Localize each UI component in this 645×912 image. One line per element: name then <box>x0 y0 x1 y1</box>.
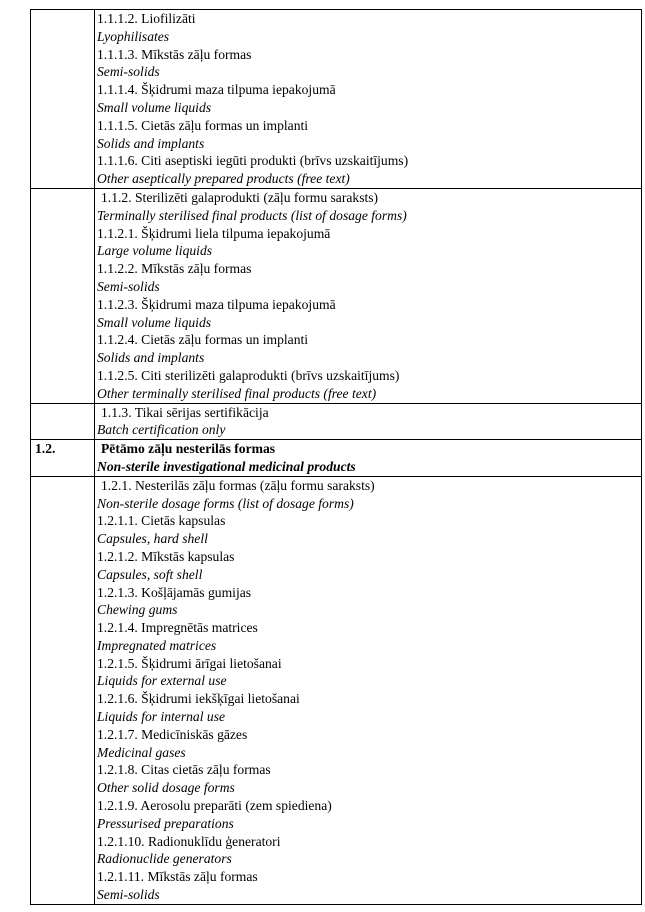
english-translation: Radionuclide generators <box>97 851 232 867</box>
english-translation: Liquids for external use <box>97 673 227 689</box>
latvian-text: 1.1.2. Sterilizēti galaprodukti (zāļu formu saraksts) <box>101 189 379 205</box>
content-cell <box>95 188 642 403</box>
english-translation: Impregnated matrices <box>97 637 217 653</box>
latvian-text: 1.2.1. Nesterilās zāļu formas (zāļu formu saraksts) <box>101 477 375 493</box>
english-translation: Other terminally sterilised final products (free text) <box>97 385 377 401</box>
english-translation: Chewing gums <box>97 602 178 618</box>
latvian-text: 1.1.2.4. Cietās zāļu formas un implanti <box>97 332 309 348</box>
latvian-text: 1.2.1.7. Medicīniskās gāzes <box>97 726 248 742</box>
english-translation: Terminally sterilised final products (list of dosage forms) <box>97 207 407 223</box>
latvian-text: 1.1.1.3. Mīkstās zāļu formas <box>97 46 252 62</box>
latvian-text: 1.2.1.9. Aerosolu preparāti (zem spiediena) <box>97 798 332 814</box>
english-translation: Large volume liquids <box>97 243 213 259</box>
english-translation: Batch certification only <box>97 422 226 438</box>
latvian-text: 1.1.2.3. Šķidrumi maza tilpuma iepakojumā <box>97 296 336 312</box>
content-cell <box>95 10 642 189</box>
english-translation: Other solid dosage forms <box>97 780 235 796</box>
latvian-text: 1.1.1.4. Šķidrumi maza tilpuma iepakojumā <box>97 82 336 98</box>
english-translation: Liquids for internal use <box>97 709 226 725</box>
section-number-cell <box>31 10 95 189</box>
table-row <box>31 10 642 189</box>
latvian-text: 1.2.1.4. Impregnētās matrices <box>97 620 258 636</box>
latvian-text: 1.1.1.2. Liofilizāti <box>97 11 196 26</box>
document-table <box>30 9 642 905</box>
latvian-text: 1.2.1.6. Šķidrumi iekšķīgai lietošanai <box>97 691 300 707</box>
english-translation: Capsules, hard shell <box>97 531 208 547</box>
latvian-text: Pētāmo zāļu nesterilās formas <box>101 441 276 457</box>
english-translation: Lyophilisates <box>97 28 170 44</box>
english-translation: Solids and implants <box>97 135 205 151</box>
english-translation: Medicinal gases <box>97 744 186 760</box>
english-translation: Non-sterile investigational medicinal products <box>97 458 356 474</box>
latvian-text: 1.2.1.5. Šķidrumi ārīgai lietošanai <box>97 655 282 671</box>
latvian-text: 1.1.2.2. Mīkstās zāļu formas <box>97 261 252 277</box>
content-cell <box>95 403 642 440</box>
latvian-text: 1.2.1.1. Cietās kapsulas <box>97 513 226 529</box>
english-translation: Semi-solids <box>97 64 160 80</box>
latvian-text: 1.2.1.2. Mīkstās kapsulas <box>97 548 235 564</box>
latvian-text: 1.1.2.1. Šķidrumi liela tilpuma iepakojumā <box>97 225 331 241</box>
english-translation: Other aseptically prepared products (free text) <box>97 171 350 187</box>
latvian-text: 1.2.1.11. Mīkstās zāļu formas <box>97 869 258 885</box>
latvian-text: 1.1.1.6. Citi aseptiski iegūti produkti (brīvs uzskaitījums) <box>97 153 409 169</box>
table-row <box>31 476 642 904</box>
english-translation: Solids and implants <box>97 350 205 366</box>
english-translation: Semi-solids <box>97 278 160 294</box>
latvian-text: 1.1.2.5. Citi sterilizēti galaprodukti (brīvs uzskaitījums) <box>97 367 400 383</box>
english-translation: Capsules, soft shell <box>97 566 203 582</box>
latvian-text: 1.2.1.3. Košļājamās gumijas <box>97 584 252 600</box>
section-row <box>31 440 642 477</box>
section-number-cell <box>31 188 95 403</box>
english-translation: Small volume liquids <box>97 314 212 330</box>
english-translation: Non-sterile dosage forms (list of dosage forms) <box>97 495 354 511</box>
latvian-text: 1.2.1.10. Radionuklīdu ģeneratori <box>97 833 281 849</box>
english-translation: Semi-solids <box>97 887 160 903</box>
section-number-cell <box>31 476 95 904</box>
table-row <box>31 403 642 440</box>
english-translation: Small volume liquids <box>97 99 212 115</box>
section-number-cell: 1.2. <box>31 440 95 477</box>
latvian-text: 1.1.3. Tikai sērijas sertifikācija <box>101 404 269 420</box>
latvian-text: 1.2.1.8. Citas cietās zāļu formas <box>97 762 271 778</box>
document-table-body <box>31 10 642 905</box>
content-cell <box>95 440 642 477</box>
english-translation: Pressurised preparations <box>97 815 234 831</box>
section-number-cell <box>31 403 95 440</box>
table-row <box>31 188 642 403</box>
content-cell <box>95 476 642 904</box>
latvian-text: 1.1.1.5. Cietās zāļu formas un implanti <box>97 117 309 133</box>
